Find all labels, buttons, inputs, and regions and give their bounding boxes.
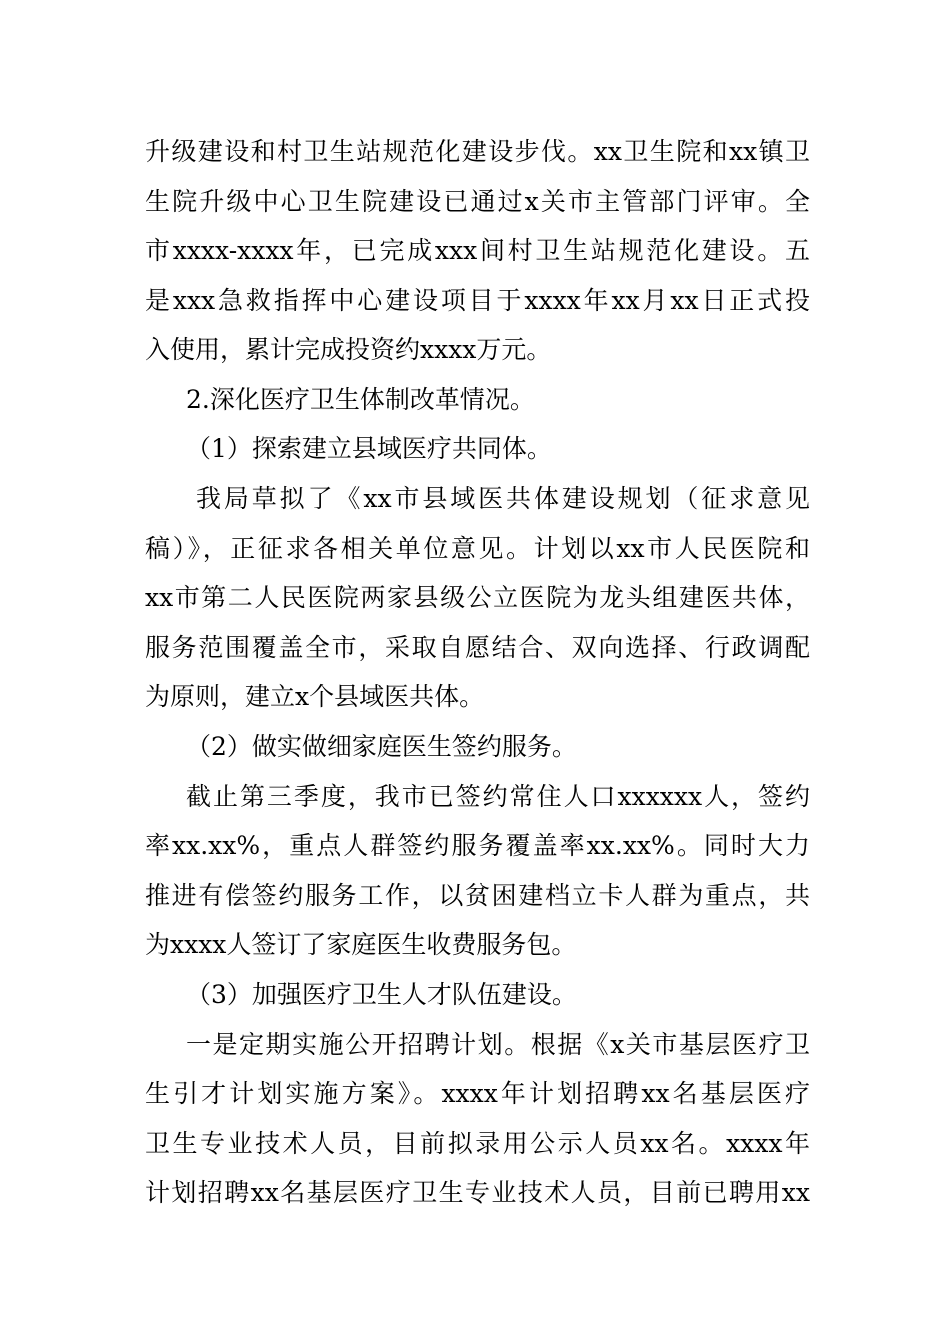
paragraph-line: 卫生专业技术人员，目前拟录用公示人员xx名。xxxx年 — [145, 1129, 810, 1158]
subsection-heading: （3）加强医疗卫生人才队伍建设。 — [186, 980, 577, 1009]
subsection-heading: （1）探索建立县域医疗共同体。 — [186, 434, 552, 463]
paragraph-line: 截止第三季度，我市已签约常住人口xxxxxx人，签约 — [186, 782, 810, 811]
section-heading: 2.深化医疗卫生体制改革情况。 — [186, 385, 535, 414]
paragraph-line: 生引才计划实施方案》。xxxx年计划招聘xx名基层医疗 — [145, 1079, 810, 1108]
paragraph-line: 我局草拟了《xx市县域医共体建设规划（征求意见 — [196, 484, 810, 513]
paragraph-line: 计划招聘xx名基层医疗卫生专业技术人员，目前已聘用xx — [145, 1178, 810, 1207]
paragraph-line: 市xxxx-xxxx年，已完成xxx间村卫生站规范化建设。五 — [145, 236, 810, 265]
paragraph-line: 升级建设和村卫生站规范化建设步伐。xx卫生院和xx镇卫 — [145, 137, 810, 166]
paragraph-line: 稿）》，正征求各相关单位意见。计划以xx市人民医院和 — [145, 534, 810, 563]
paragraph-line: 是xxx急救指挥中心建设项目于xxxx年xx月xx日正式投 — [145, 286, 810, 315]
paragraph-line: 服务范围覆盖全市，采取自愿结合、双向选择、行政调配 — [145, 633, 810, 662]
paragraph-line: 入使用，累计完成投资约xxxx万元。 — [145, 335, 552, 364]
paragraph-line: xx市第二人民医院两家县级公立医院为龙头组建医共体， — [145, 583, 810, 612]
paragraph-line: 生院升级中心卫生院建设已通过x关市主管部门评审。全 — [145, 187, 810, 216]
paragraph-line: 为xxxx人签订了家庭医生收费服务包。 — [145, 930, 577, 959]
paragraph-line: 率xx.xx%，重点人群签约服务覆盖率xx.xx%。同时大力 — [145, 831, 810, 860]
paragraph-line: 推进有偿签约服务工作，以贫困建档立卡人群为重点，共 — [145, 881, 810, 910]
paragraph-line: 一是定期实施公开招聘计划。根据《x关市基层医疗卫 — [186, 1030, 810, 1059]
paragraph-line: 为原则，建立x个县域医共体。 — [145, 682, 485, 711]
subsection-heading: （2）做实做细家庭医生签约服务。 — [186, 732, 577, 761]
